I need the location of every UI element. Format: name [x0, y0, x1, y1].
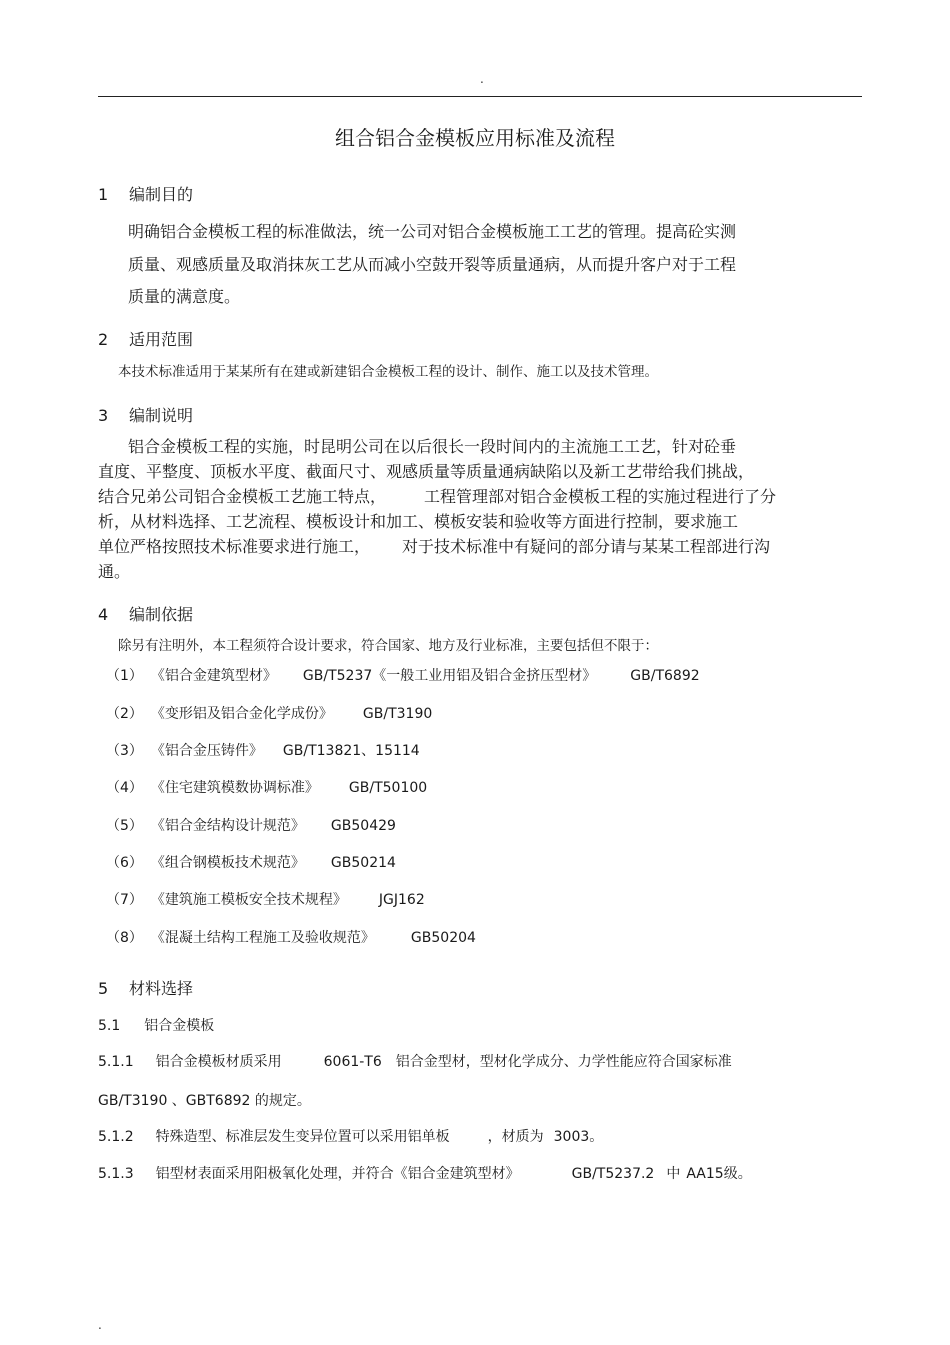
- paragraph-line: 质量的满意度。: [128, 287, 241, 306]
- subsection-5-1: [98, 1015, 214, 1035]
- paragraph-segment: 单位严格按照技术标准要求进行施工，: [98, 537, 371, 556]
- subsection-title: 铝合金模板: [144, 1018, 215, 1034]
- list-index: （1）: [106, 668, 143, 684]
- standard-name: 《铝合金结构设计规范》: [150, 818, 305, 834]
- list-item: [106, 703, 432, 723]
- clause-text: 6061-T6: [323, 1054, 382, 1070]
- clause-text: GB/T5237.2: [571, 1166, 655, 1182]
- list-index: （4）: [106, 780, 143, 796]
- footer-mark: .: [98, 1318, 102, 1332]
- section-heading-5: [98, 976, 193, 999]
- standard-code: GB/T13821、15114: [282, 743, 420, 759]
- list-item: [106, 665, 700, 685]
- clause-number: 5.1.1: [98, 1054, 134, 1070]
- paragraph-segment: 工程管理部对铝合金模板工程的实施过程进行了分: [424, 487, 777, 506]
- standard-name: 《变形铝及铝合金化学成份》: [150, 706, 333, 722]
- header-mark: .: [480, 72, 484, 86]
- paragraph-line: 除另有注明外，本工程须符合设计要求，符合国家、地方及行业标准，主要包括但不限于：: [118, 638, 658, 654]
- section-title: 材料选择: [129, 979, 194, 998]
- clause-text: 铝合金模板材质采用: [155, 1054, 282, 1070]
- list-item: [106, 889, 425, 909]
- list-item: [106, 815, 396, 835]
- standard-code: GB/T50100: [348, 780, 428, 796]
- clause-number: 5.1.2: [98, 1129, 134, 1145]
- standard-name: 《住宅建筑模数协调标准》: [150, 780, 319, 796]
- paragraph-line: 析，从材料选择、工艺流程、模板设计和加工、模板安装和验收等方面进行控制，要求施工: [98, 512, 739, 531]
- section-title: 适用范围: [129, 330, 194, 349]
- list-index: （2）: [106, 706, 143, 722]
- list-item: [106, 740, 420, 760]
- section-heading-2: [98, 327, 193, 350]
- list-item: [106, 927, 476, 947]
- list-index: （5）: [106, 818, 143, 834]
- standard-code: GB50214: [330, 855, 396, 871]
- section-title: 编制目的: [129, 185, 194, 204]
- list-index: （6）: [106, 855, 143, 871]
- section-heading-3: [98, 403, 193, 426]
- standard-name: 《混凝土结构工程施工及验收规范》: [150, 930, 375, 946]
- list-item: [106, 852, 396, 872]
- clause-text: 中: [666, 1166, 681, 1182]
- header-rule: [98, 96, 862, 97]
- section-title: 编制说明: [129, 406, 194, 425]
- clause-5-1-2: [98, 1126, 603, 1146]
- standard-name: 《铝合金建筑型材》: [150, 668, 277, 684]
- list-index: （8）: [106, 930, 143, 946]
- paragraph-line: 质量、观感质量及取消抹灰工艺从而减小空鼓开裂等质量通病，从而提升客户对于工程: [128, 255, 737, 274]
- section-heading-1: [98, 182, 193, 205]
- clause-5-1-3: [98, 1163, 752, 1183]
- standard-code: GB/T5237: [302, 668, 373, 684]
- standard-code: JGJ162: [378, 892, 425, 908]
- clause-5-1-1-continued: GB/T3190 、GBT6892 的规定。: [98, 1093, 311, 1109]
- paragraph-line: 直度、平整度、顶板水平度、截面尺寸、观感质量等质量通病缺陷以及新工艺带给我们挑战，: [98, 462, 755, 481]
- paragraph-segment: 结合兄弟公司铝合金模板工艺施工特点，: [98, 487, 387, 506]
- standard-code: GB50204: [410, 930, 476, 946]
- clause-number: 5.1.3: [98, 1166, 134, 1182]
- paragraph-line: 明确铝合金模板工程的标准做法，统一公司对铝合金模板施工工艺的管理。提高砼实测: [128, 222, 737, 241]
- standard-name: 《建筑施工模板安全技术规程》: [150, 892, 347, 908]
- section-number: 1: [98, 185, 109, 204]
- section-number: 3: [98, 406, 109, 425]
- clause-text: ，材质为: [487, 1129, 544, 1145]
- clause-text: 3003。: [553, 1129, 604, 1145]
- paragraph-line: [98, 484, 776, 507]
- standard-name: 《铝合金压铸件》: [150, 743, 263, 759]
- standard-code: GB/T3190: [362, 706, 433, 722]
- standard-code: GB/T6892: [630, 668, 700, 684]
- subsection-number: 5.1: [98, 1018, 121, 1034]
- standard-name: 《一般工业用铝及铝合金挤压型材》: [372, 668, 597, 684]
- section-title: 编制依据: [129, 605, 194, 624]
- paragraph-line: 通。: [98, 562, 131, 581]
- clause-text: 特殊造型、标准层发生变异位置可以采用铝单板: [155, 1129, 450, 1145]
- paragraph-line: [98, 534, 770, 557]
- list-item: [106, 777, 427, 797]
- section-number: 4: [98, 605, 109, 624]
- section-heading-4: [98, 602, 193, 625]
- clause-text: AA15级。: [686, 1166, 752, 1182]
- document-title: 组合铝合金模板应用标准及流程: [335, 126, 615, 150]
- paragraph-line: 铝合金模板工程的实施，时昆明公司在以后很长一段时间内的主流施工工艺，针对砼垂: [128, 437, 737, 456]
- clause-text: 铝合金型材，型材化学成分、力学性能应符合国家标准: [395, 1054, 732, 1070]
- section-number: 2: [98, 330, 109, 349]
- clause-5-1-1: [98, 1051, 732, 1071]
- standard-code: GB50429: [330, 818, 396, 834]
- standard-name: 《组合钢模板技术规范》: [150, 855, 305, 871]
- clause-text: 铝型材表面采用阳极氧化处理，并符合《铝合金建筑型材》: [155, 1166, 520, 1182]
- list-index: （7）: [106, 892, 143, 908]
- paragraph-segment: 对于技术标准中有疑问的部分请与某某工程部进行沟: [402, 537, 771, 556]
- paragraph-line: 本技术标准适用于某某所有在建或新建铝合金模板工程的设计、制作、施工以及技术管理。: [118, 364, 658, 380]
- section-number: 5: [98, 979, 109, 998]
- list-index: （3）: [106, 743, 143, 759]
